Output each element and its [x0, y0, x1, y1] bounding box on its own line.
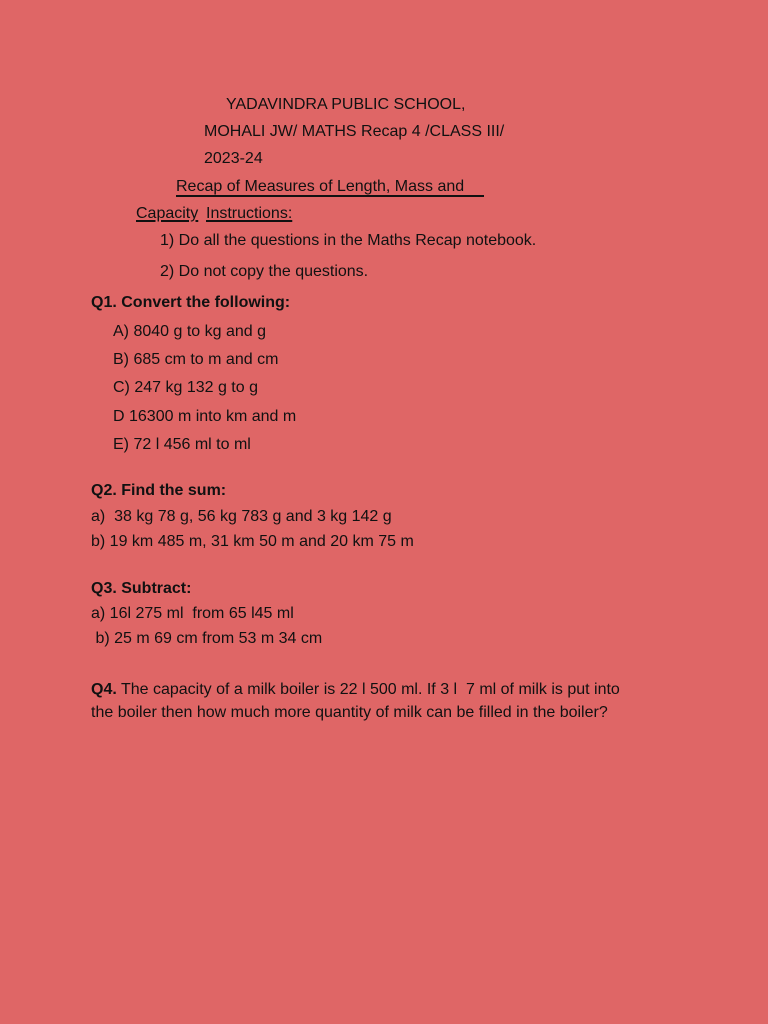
q2-item: a) 38 kg 78 g, 56 kg 783 g and 3 kg 142 g: [91, 508, 392, 525]
instruction-item: 2) Do not copy the questions.: [160, 263, 369, 280]
instructions-heading: Instructions:: [206, 205, 293, 222]
q3-title: Q3. Subtract:: [91, 580, 192, 597]
q1-item: E) 72 l 456 ml to ml: [113, 436, 251, 453]
q1-item: B) 685 cm to m and cm: [113, 351, 279, 368]
q4-line1: [91, 680, 620, 700]
instruction-item: 1) Do all the questions in the Maths Recap notebook.: [160, 232, 537, 249]
q4-text-line2: the boiler then how much more quantity of milk can be filled in the boiler?: [91, 704, 608, 721]
academic-year: 2023-24: [204, 150, 263, 167]
topic-heading-underline: [176, 195, 484, 197]
document-subtitle: MOHALI JW/ MATHS Recap 4 /CLASS III/: [204, 123, 505, 140]
topic-heading-capacity: Capacity: [136, 205, 199, 222]
topic-heading: Recap of Measures of Length, Mass and: [176, 178, 469, 195]
q1-item: D 16300 m into km and m: [113, 408, 297, 425]
q1-title: Q1. Convert the following:: [91, 294, 291, 311]
q3-item: b) 25 m 69 cm from 53 m 34 cm: [91, 630, 323, 647]
q1-item: A) 8040 g to kg and g: [113, 323, 266, 340]
q2-title: Q2. Find the sum:: [91, 482, 227, 499]
q3-item: a) 16l 275 ml from 65 l45 ml: [91, 605, 294, 622]
q4-text-line1: The capacity of a milk boiler is 22 l 500 ml. If 3 l 7 ml of milk is put into: [116, 681, 620, 698]
q2-item: b) 19 km 485 m, 31 km 50 m and 20 km 75 m: [91, 533, 414, 550]
q1-item: C) 247 kg 132 g to g: [113, 379, 258, 396]
school-name: YADAVINDRA PUBLIC SCHOOL,: [226, 96, 466, 113]
q4-label: Q4.: [91, 681, 117, 698]
